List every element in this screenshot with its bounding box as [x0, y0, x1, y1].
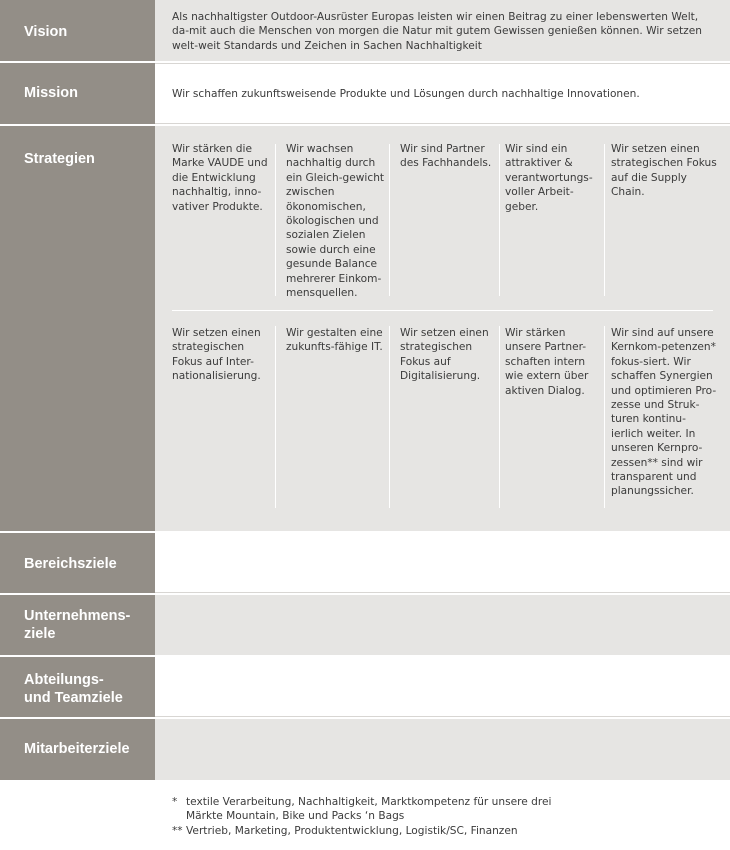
abteilungsziele-row [0, 657, 730, 717]
footnote-1 [172, 795, 592, 824]
abteilungsziele-label-line1: Abteilungs- [24, 672, 104, 688]
vision-text: Als nachhaltigster Outdoor-Ausrüster Europas leisten wir einen Beitrag zu einer lebenswerten Welt, da-mit auch die Menschen von morgen die Natur mit gutem Gewissen genießen können. Wir setzen welt-weit Standards und Zeichen in Sachen Nachhaltigkeit [172, 11, 702, 52]
vision-content [155, 0, 730, 61]
strategy-10: Wir sind auf unsere Kernkom-petenzen* fokus-siert. Wir schaffen Synergien und optimieren Pro-zesse und Struk-turen kontinu-ierlich weiter. In unseren Kernpro-zessen** sind wir transparent und planungssicher. [611, 327, 717, 498]
abteilungsziele-label [0, 657, 155, 717]
unternehmensziele-label-line1: Unternehmens- [24, 608, 131, 624]
strategy-7: Wir gestalten eine zukunfts-fähige IT. [286, 327, 383, 354]
strategy-4: Wir sind ein attraktiver & verantwortungs-voller Arbeit-geber. [505, 143, 593, 213]
column-divider [499, 326, 500, 508]
footnote-1-line2: Märkte Mountain, Bike und Packs ‘n Bags [186, 810, 405, 823]
row-divider [172, 310, 713, 311]
mission-label: Mission [0, 63, 155, 124]
abteilungsziele-content [155, 657, 730, 717]
footnote-2-text: Vertrieb, Marketing, Produktentwicklung, Logistik/SC, Finanzen [186, 824, 518, 837]
mitarbeiterziele-row [0, 719, 730, 780]
mission-text: Wir schaffen zukunftsweisende Produkte und Lösungen durch nachhaltige Innovationen. [172, 88, 640, 100]
column-divider [604, 326, 605, 508]
strategy-2: Wir wachsen nachhaltig durch ein Gleich-gewicht zwischen ökonomischen, ökologischen und sozialen Zielen sowie durch eine gesunde Balance mehrerer Einkom-mensquellen. [286, 143, 385, 300]
footnotes [172, 795, 592, 838]
strategy-8: Wir setzen einen strategischen Fokus auf Digitalisierung. [400, 327, 489, 383]
column-divider [604, 144, 605, 296]
strategy-6: Wir setzen einen strategischen Fokus auf Inter-nationalisierung. [172, 327, 261, 383]
mission-content [155, 63, 730, 124]
strategy-3: Wir sind Partner des Fachhandels. [400, 143, 492, 170]
bereichsziele-content [155, 533, 730, 593]
column-divider [499, 144, 500, 296]
column-divider [389, 144, 390, 296]
strategien-label: Strategien [0, 126, 155, 531]
footnote-2-mark: ** [172, 824, 183, 837]
strategy-1: Wir stärken die Marke VAUDE und die Entwicklung nachhaltig, inno-vativer Produkte. [172, 143, 268, 213]
abteilungsziele-label-line2: und Teamziele [24, 690, 123, 706]
mission-row [0, 63, 730, 124]
unternehmensziele-label [0, 595, 155, 655]
strategy-9: Wir stärken unsere Partner-schaften intern wie extern über aktiven Dialog. [505, 327, 589, 397]
strategien-content [155, 126, 730, 531]
bereichsziele-label: Bereichsziele [0, 533, 155, 593]
unternehmensziele-label-line2: ziele [24, 626, 56, 642]
strategy-5: Wir setzen einen strategischen Fokus auf die Supply Chain. [611, 143, 717, 199]
mitarbeiterziele-label: Mitarbeiterziele [0, 719, 155, 780]
vision-label: Vision [0, 0, 155, 61]
footnote-1-line1: textile Verarbeitung, Nachhaltigkeit, Marktkompetenz für unsere drei [186, 796, 552, 808]
footnote-1-text [186, 795, 551, 824]
unternehmensziele-row [0, 595, 730, 655]
column-divider [389, 326, 390, 508]
footnote-2 [172, 824, 592, 838]
footnote-1-mark: * [172, 796, 178, 808]
unternehmensziele-content [155, 595, 730, 655]
column-divider [275, 144, 276, 296]
bereichsziele-row [0, 533, 730, 593]
vision-row [0, 0, 730, 61]
column-divider [275, 326, 276, 508]
mitarbeiterziele-content [155, 719, 730, 780]
strategien-row [0, 126, 730, 531]
